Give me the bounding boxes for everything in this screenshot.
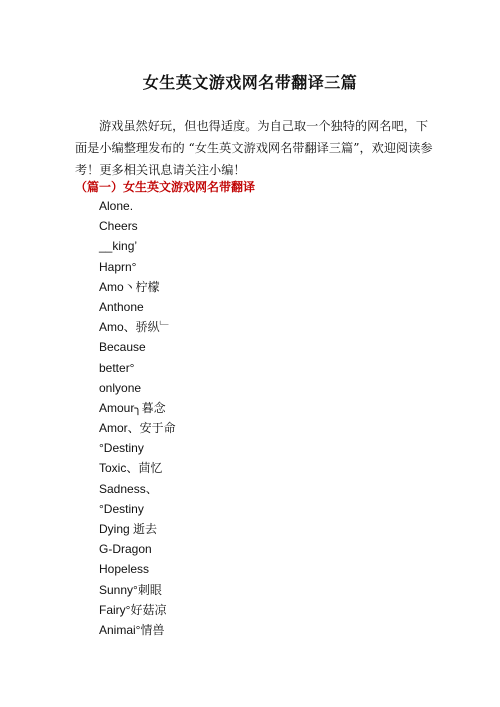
name-list xyxy=(99,196,176,640)
list-item: Sunny°刺眼 xyxy=(99,582,162,597)
list-item: Cheers xyxy=(99,219,138,234)
list-item: Sadness、 xyxy=(99,481,158,496)
list-item: Toxic、茴忆 xyxy=(99,461,163,476)
list-item: G-Dragon xyxy=(99,542,152,557)
list-item: Amor、安于命 xyxy=(99,421,176,436)
list-item: Amo丶柠檬 xyxy=(99,279,160,294)
list-item: Animai°情兽 xyxy=(99,622,165,637)
list-item: Hopeless xyxy=(99,562,150,577)
list-item: Amour╮暮念 xyxy=(99,400,166,415)
list-item: Alone. xyxy=(99,199,134,213)
list-item: better° xyxy=(99,360,135,375)
list-item: Haprn° xyxy=(99,259,137,274)
list-item: °Destiny xyxy=(99,441,144,456)
list-item: Anthone xyxy=(99,299,144,314)
list-item: onlyone xyxy=(99,380,142,395)
list-item: Amo、骄纵﹂ xyxy=(99,320,172,335)
document-title: 女生英文游戏网名带翻译三篇 xyxy=(142,73,358,92)
list-item: Fairy°好菇凉 xyxy=(99,602,167,617)
list-item: °Destiny xyxy=(99,501,144,516)
section-heading: （篇一）女生英文游戏网名带翻译 xyxy=(75,180,256,194)
intro-paragraph: 游戏虽然好玩，但也得适度。为自己取一个独特的网名吧，下面是小编整理发布的 “女生英文游戏网名带翻译三篇”，欢迎阅读参考！更多相关讯息请关注小编！ xyxy=(75,119,433,177)
list-item: Dying 逝去 xyxy=(99,522,158,536)
list-item: Because xyxy=(99,340,146,355)
list-item: __king’ xyxy=(99,239,138,254)
